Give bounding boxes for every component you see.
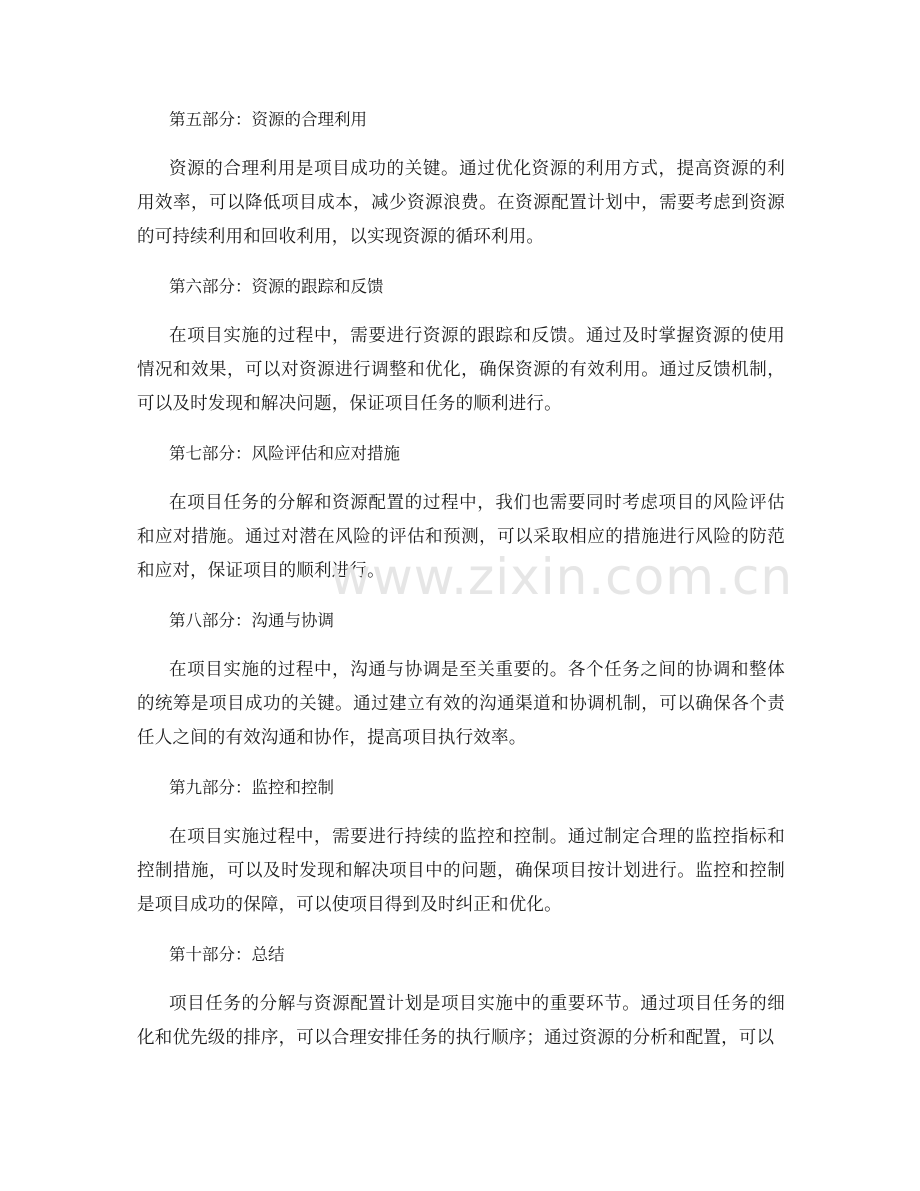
- section-paragraph: 项目任务的分解与资源配置计划是项目实施中的重要环节。通过项目任务的细化和优先级的排序，可以合理安排任务的执行顺序；通过资源的分析和配置，可以: [137, 994, 785, 1048]
- section-heading: 第十部分：总结: [169, 945, 285, 964]
- section-heading: 第五部分：资源的合理利用: [169, 110, 367, 129]
- section-paragraph: 在项目实施过程中，需要进行持续的监控和控制。通过制定合理的监控指标和控制措施，可以及时发现和解决项目中的问题，确保项目按计划进行。监控和控制是项目成功的保障，可以使项目得到及时纠正和优化。: [137, 827, 785, 915]
- section-heading: 第九部分：监控和控制: [169, 778, 334, 797]
- section-paragraph: 在项目实施的过程中，需要进行资源的跟踪和反馈。通过及时掌握资源的使用情况和效果，可以对资源进行调整和优化，确保资源的有效利用。通过反馈机制，可以及时发现和解决问题，保证项目任务的顺利进行。: [137, 326, 785, 414]
- watermark-text: www.zixin.com.cn: [330, 548, 794, 606]
- section-heading: 第八部分：沟通与协调: [169, 611, 334, 630]
- section-heading: 第六部分：资源的跟踪和反馈: [169, 277, 384, 296]
- section-paragraph: 资源的合理利用是项目成功的关键。通过优化资源的利用方式，提高资源的利用效率，可以降低项目成本，减少资源浪费。在资源配置计划中，需要考虑到资源的可持续利用和回收利用，以实现资源的循环利用。: [137, 159, 785, 247]
- section-paragraph: 在项目任务的分解和资源配置的过程中，我们也需要同时考虑项目的风险评估和应对措施。通过对潜在风险的评估和预测，可以采取相应的措施进行风险的防范和应对，保证项目的顺利进行。: [137, 493, 785, 581]
- section-heading: 第七部分：风险评估和应对措施: [169, 444, 400, 463]
- section-paragraph: 在项目实施的过程中，沟通与协调是至关重要的。各个任务之间的协调和整体的统筹是项目成功的关键。通过建立有效的沟通渠道和协调机制，可以确保各个责任人之间的有效沟通和协作，提高项目执行效率。: [137, 660, 785, 748]
- document-body: [137, 103, 785, 1071]
